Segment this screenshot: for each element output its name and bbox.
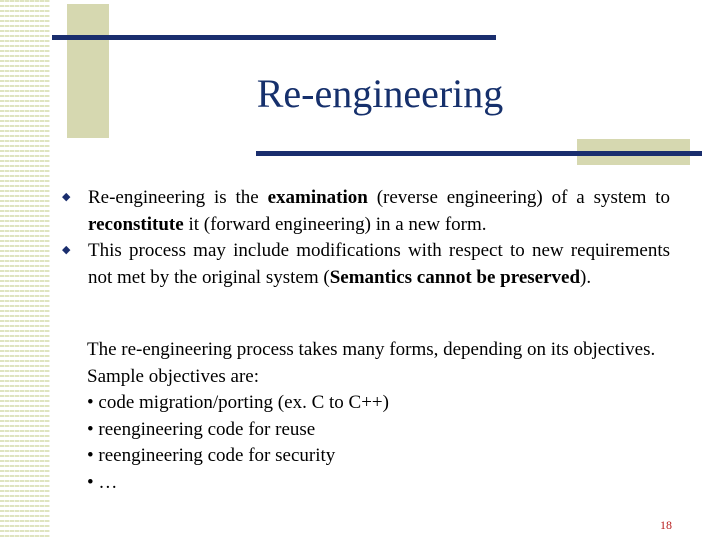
- objectives-paragraph: [87, 337, 667, 496]
- bullet-bold-text: Semantics cannot be preserved: [329, 266, 581, 288]
- bullet-item: [60, 185, 670, 238]
- objective-item: • reengineering code for reuse: [87, 418, 316, 440]
- diamond-bullet-icon: ◆: [62, 244, 71, 256]
- accent-bar-top: [52, 35, 496, 40]
- objective-item: • reengineering code for security: [87, 445, 336, 466]
- page-number: 18: [660, 518, 672, 532]
- bullet-text: This process may include modifications with respect to new requirements not met by the original system (: [88, 240, 670, 288]
- objective-item: • code migration/porting (ex. C to C++): [87, 392, 389, 413]
- bullet-bold-text: examination: [267, 187, 368, 208]
- bullet-text: (reverse engineering) of a system to: [367, 187, 670, 208]
- bullet-list: [60, 185, 670, 291]
- paragraph-intro: The re-engineering process takes many forms, depending on its objectives. Sample objectives are:: [87, 339, 656, 387]
- bullet-text: ).: [580, 266, 592, 288]
- diamond-bullet-icon: ◆: [62, 191, 71, 203]
- bullet-text: Re-engineering is the: [88, 187, 268, 208]
- slide-title: Re-engineering: [256, 71, 504, 116]
- bullet-item: [60, 238, 670, 291]
- bullet-text: it (forward engineering) in a new form.: [183, 213, 487, 235]
- striped-margin-decoration: [0, 0, 50, 540]
- bullet-bold-text: reconstitute: [88, 213, 184, 235]
- objective-item: • …: [87, 471, 118, 493]
- decor-block-top: [67, 4, 109, 138]
- accent-bar-middle: [256, 151, 702, 156]
